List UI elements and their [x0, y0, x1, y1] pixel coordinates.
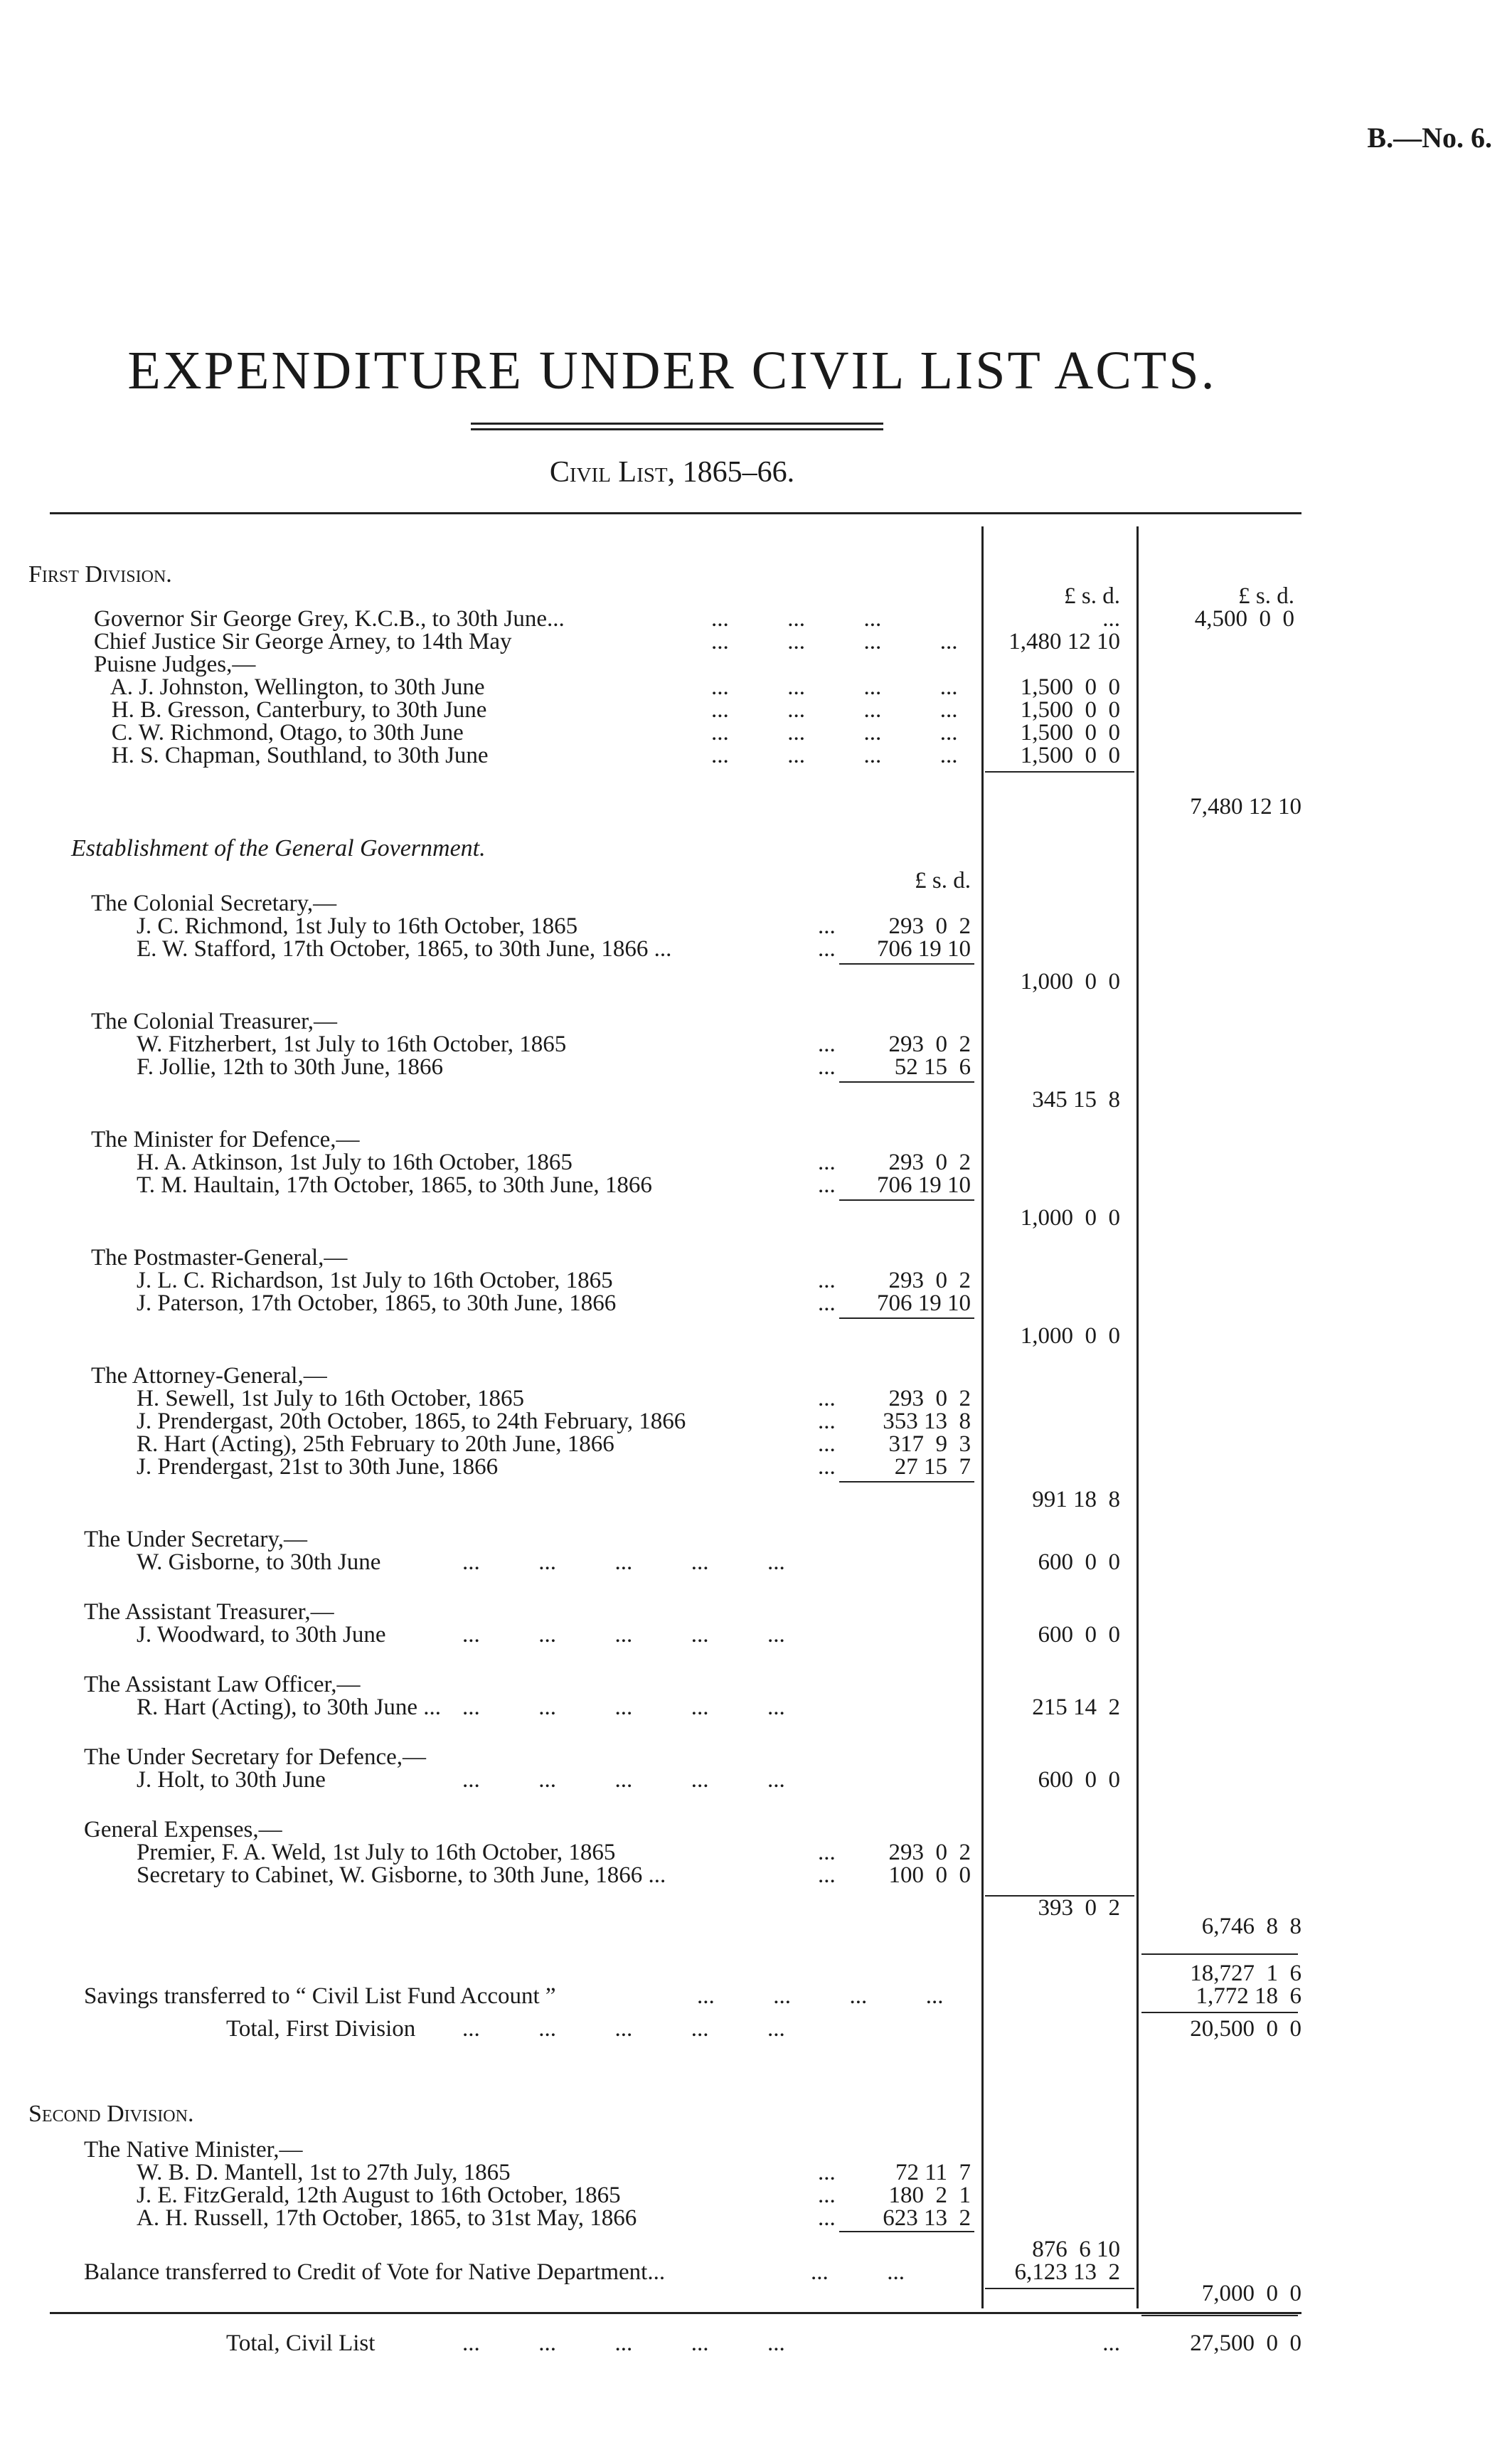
dot-leader: ... — [818, 2205, 836, 2231]
office-holder-amount: 706 19 10 — [877, 1172, 971, 1198]
document-reference: B.—No. 6. — [1367, 122, 1492, 154]
dot-leader: ... — [818, 1290, 836, 1316]
office-total: 600 0 0 — [1038, 1549, 1120, 1575]
office-total: 1,000 0 0 — [1020, 1323, 1120, 1349]
group-rule — [839, 1199, 974, 1201]
dot-leader: ... — [818, 1840, 836, 1865]
group-rule — [839, 1317, 974, 1319]
office-holder-amount: 293 0 2 — [888, 1150, 971, 1175]
dot-leader: ... — [1102, 2330, 1120, 2356]
dot-leader: ... — [818, 1454, 836, 1480]
dot-leader: ... — [818, 913, 836, 939]
first-division-row-amount: 1,500 0 0 — [1020, 743, 1120, 768]
first-division-row-amount: 1,480 12 10 — [1008, 629, 1120, 654]
currency-header-col3: £ s. d. — [1238, 583, 1294, 609]
top-rule — [50, 512, 1301, 514]
column-divider-2 — [1136, 526, 1139, 2308]
office-holder: Secretary to Cabinet, W. Gisborne, to 30th June, 1866 ... — [137, 1862, 666, 1888]
office-total: 600 0 0 — [1038, 1622, 1120, 1648]
savings-label: Savings transferred to “ Civil List Fund Account ” — [84, 1983, 556, 2009]
office-title: The Minister for Defence,— — [91, 1127, 360, 1152]
second-division-subtotal: 7,000 0 0 — [1201, 2281, 1301, 2306]
office-title: The Assistant Treasurer,— — [84, 1599, 334, 1625]
dot-leader: ... ... ... ... — [711, 743, 958, 768]
first-division-total-rule — [1141, 2012, 1298, 2013]
office-holder: J. Paterson, 17th October, 1865, to 30th June, 1866 — [137, 1290, 617, 1316]
dot-leader: ... ... ... ... ... — [462, 1767, 785, 1793]
office-title: The Under Secretary,— — [84, 1527, 307, 1552]
dot-leader: ... — [818, 1150, 836, 1175]
office-holder: H. Sewell, 1st July to 16th October, 1865 — [137, 1386, 524, 1411]
office-total: 345 15 8 — [1032, 1087, 1120, 1113]
office-holder-amount: 27 15 7 — [894, 1454, 971, 1480]
total-civil-list-label: Total, Civil List — [226, 2330, 376, 2356]
dot-leader: ... ... ... ... ... — [462, 2016, 785, 2042]
dot-leader: ... ... ... ... — [711, 629, 958, 654]
dot-leader: ... ... ... ... ... — [462, 1694, 785, 1720]
dot-leader: ... — [818, 1172, 836, 1198]
second-division-rule — [985, 2288, 1134, 2289]
first-division-row-label: Puisne Judges,— — [94, 652, 256, 677]
first-division-subtotal-rule — [985, 771, 1134, 773]
dot-leader: ... — [818, 1431, 836, 1457]
dot-leader: ... — [818, 2160, 836, 2185]
gross-total: 18,727 1 6 — [1190, 1961, 1301, 1986]
office-holder-amount: 706 19 10 — [877, 1290, 971, 1316]
office-total: 393 0 2 — [1038, 1895, 1120, 1921]
savings-amount: 1,772 18 6 — [1196, 1983, 1301, 2009]
first-division-row-label: H. S. Chapman, Southland, to 30th June — [94, 743, 489, 768]
dot-leader: ... ... ... ... — [711, 674, 958, 700]
group-rule — [839, 1081, 974, 1083]
office-total: 991 18 8 — [1032, 1487, 1120, 1512]
office-holder: J. Holt, to 30th June — [137, 1767, 326, 1793]
office-holder-amount: 293 0 2 — [888, 913, 971, 939]
office-title: The Colonial Treasurer,— — [91, 1009, 338, 1034]
column-divider-1 — [981, 526, 984, 2308]
first-division-heading: First Division. — [28, 561, 172, 588]
page-title: EXPENDITURE UNDER CIVIL LIST ACTS. — [127, 341, 1217, 401]
currency-header-col2: £ s. d. — [1064, 583, 1120, 609]
office-holder: J. Woodward, to 30th June — [137, 1622, 386, 1648]
office-holder: J. E. FitzGerald, 12th August to 16th October, 1865 — [137, 2183, 621, 2208]
office-total: 215 14 2 — [1032, 1694, 1120, 1720]
office-holder-amount: 317 9 3 — [888, 1431, 971, 1457]
office-holder: J. Prendergast, 21st to 30th June, 1866 — [137, 1454, 499, 1480]
balance-label: Balance transferred to Credit of Vote for Native Department... — [84, 2259, 666, 2285]
office-holder: R. Hart (Acting), to 30th June ... — [137, 1694, 442, 1720]
office-total: 600 0 0 — [1038, 1767, 1120, 1793]
bottom-rule — [50, 2312, 1301, 2314]
first-division-row-label: A. J. Johnston, Wellington, to 30th June — [94, 674, 485, 700]
office-holder: W. Gisborne, to 30th June — [137, 1549, 381, 1575]
dot-leader: ... ... ... ... ... — [462, 1622, 785, 1648]
office-title: General Expenses,— — [84, 1817, 282, 1842]
dot-leader: ... ... ... ... ... — [462, 1549, 785, 1575]
office-holder-amount: 293 0 2 — [888, 1386, 971, 1411]
dot-leader: ... ... ... — [711, 606, 882, 632]
office-holder: J. Prendergast, 20th October, 1865, to 24th February, 1866 — [137, 1409, 686, 1434]
first-division-row-label: Governor Sir George Grey, K.C.B., to 30th June... — [94, 606, 565, 632]
first-division-row-label: H. B. Gresson, Canterbury, to 30th June — [94, 697, 487, 723]
office-holder: Premier, F. A. Weld, 1st July to 16th October, 1865 — [137, 1840, 616, 1865]
office-title: The Native Minister,— — [84, 2137, 303, 2163]
first-division-row-total: 4,500 0 0 — [1194, 606, 1294, 632]
native-minister-total: 876 6 10 — [1032, 2237, 1120, 2262]
dot-leader: ... — [818, 1386, 836, 1411]
office-holder: T. M. Haultain, 17th October, 1865, to 30th June, 1866 — [137, 1172, 652, 1198]
dot-leader: ... — [818, 2183, 836, 2208]
group-rule — [839, 1481, 974, 1483]
office-holder-amount: 623 13 2 — [883, 2205, 971, 2231]
office-holder-amount: 52 15 6 — [894, 1054, 971, 1080]
office-title: The Assistant Law Officer,— — [84, 1672, 361, 1697]
dot-leader: ... — [818, 1409, 836, 1434]
dot-leader: ... ... — [811, 2259, 905, 2285]
office-title: The Colonial Secretary,— — [91, 891, 337, 916]
office-title: The Postmaster-General,— — [91, 1245, 348, 1271]
civil-list-total-rule — [1141, 2315, 1298, 2316]
dot-leader: ... ... ... ... ... — [462, 2330, 785, 2356]
first-division-row-label: C. W. Richmond, Otago, to 30th June — [94, 720, 464, 746]
second-division-heading: Second Division. — [28, 2101, 194, 2127]
first-division-row-amount: 1,500 0 0 — [1020, 674, 1120, 700]
first-division-row-amount: ... — [1102, 606, 1120, 632]
subtotal-rule — [1141, 1953, 1298, 1955]
page-subtitle: Civil List, 1865–66. — [549, 456, 795, 489]
dot-leader: ... — [818, 1268, 836, 1293]
office-title: The Under Secretary for Defence,— — [84, 1744, 426, 1770]
first-division-subtotal: 7,480 12 10 — [1190, 794, 1301, 820]
office-holder-amount: 100 0 0 — [888, 1862, 971, 1888]
title-double-rule — [471, 423, 883, 430]
office-holder: W. B. D. Mantell, 1st to 27th July, 1865 — [137, 2160, 511, 2185]
total-civil-list: 27,500 0 0 — [1190, 2330, 1301, 2356]
office-holder: W. Fitzherbert, 1st July to 16th October, 1865 — [137, 1031, 567, 1057]
office-total: 1,000 0 0 — [1020, 969, 1120, 995]
office-holder: R. Hart (Acting), 25th February to 20th June, 1866 — [137, 1431, 614, 1457]
first-division-row-label: Chief Justice Sir George Arney, to 14th May — [94, 629, 512, 654]
currency-header-col1: £ s. d. — [915, 868, 971, 893]
office-holder-amount: 180 2 1 — [888, 2183, 971, 2208]
office-holder-amount: 353 13 8 — [883, 1409, 971, 1434]
first-division-row-amount: 1,500 0 0 — [1020, 720, 1120, 746]
office-title: The Attorney-General,— — [91, 1363, 327, 1389]
establishment-heading: Establishment of the General Government. — [71, 835, 486, 861]
office-holder-amount: 293 0 2 — [888, 1031, 971, 1057]
office-holder: J. L. C. Richardson, 1st July to 16th October, 1865 — [137, 1268, 613, 1293]
total-first-division-label: Total, First Division — [226, 2016, 416, 2042]
dot-leader: ... — [818, 1031, 836, 1057]
dot-leader: ... — [818, 1054, 836, 1080]
total-first-division: 20,500 0 0 — [1190, 2016, 1301, 2042]
balance-amount: 6,123 13 2 — [1014, 2259, 1120, 2285]
dot-leader: ... — [818, 1862, 836, 1888]
office-holder-amount: 293 0 2 — [888, 1840, 971, 1865]
first-division-row-amount: 1,500 0 0 — [1020, 697, 1120, 723]
office-total: 1,000 0 0 — [1020, 1205, 1120, 1231]
office-holder: J. C. Richmond, 1st July to 16th October, 1865 — [137, 913, 578, 939]
office-holder: H. A. Atkinson, 1st July to 16th October, 1865 — [137, 1150, 573, 1175]
dot-leader: ... ... ... ... — [711, 720, 958, 746]
office-holder-amount: 706 19 10 — [877, 936, 971, 962]
office-holder-amount: 72 11 7 — [895, 2160, 971, 2185]
dot-leader: ... — [818, 936, 836, 962]
native-minister-rule — [839, 2231, 974, 2232]
office-holder: F. Jollie, 12th to 30th June, 1866 — [137, 1054, 443, 1080]
office-holder: A. H. Russell, 17th October, 1865, to 31st May, 1866 — [137, 2205, 637, 2231]
establishment-subtotal: 6,746 8 8 — [1201, 1914, 1301, 1939]
dot-leader: ... ... ... ... — [697, 1983, 944, 2009]
office-holder-amount: 293 0 2 — [888, 1268, 971, 1293]
dot-leader: ... ... ... ... — [711, 697, 958, 723]
office-holder: E. W. Stafford, 17th October, 1865, to 30th June, 1866 ... — [137, 936, 672, 962]
group-rule — [839, 963, 974, 965]
